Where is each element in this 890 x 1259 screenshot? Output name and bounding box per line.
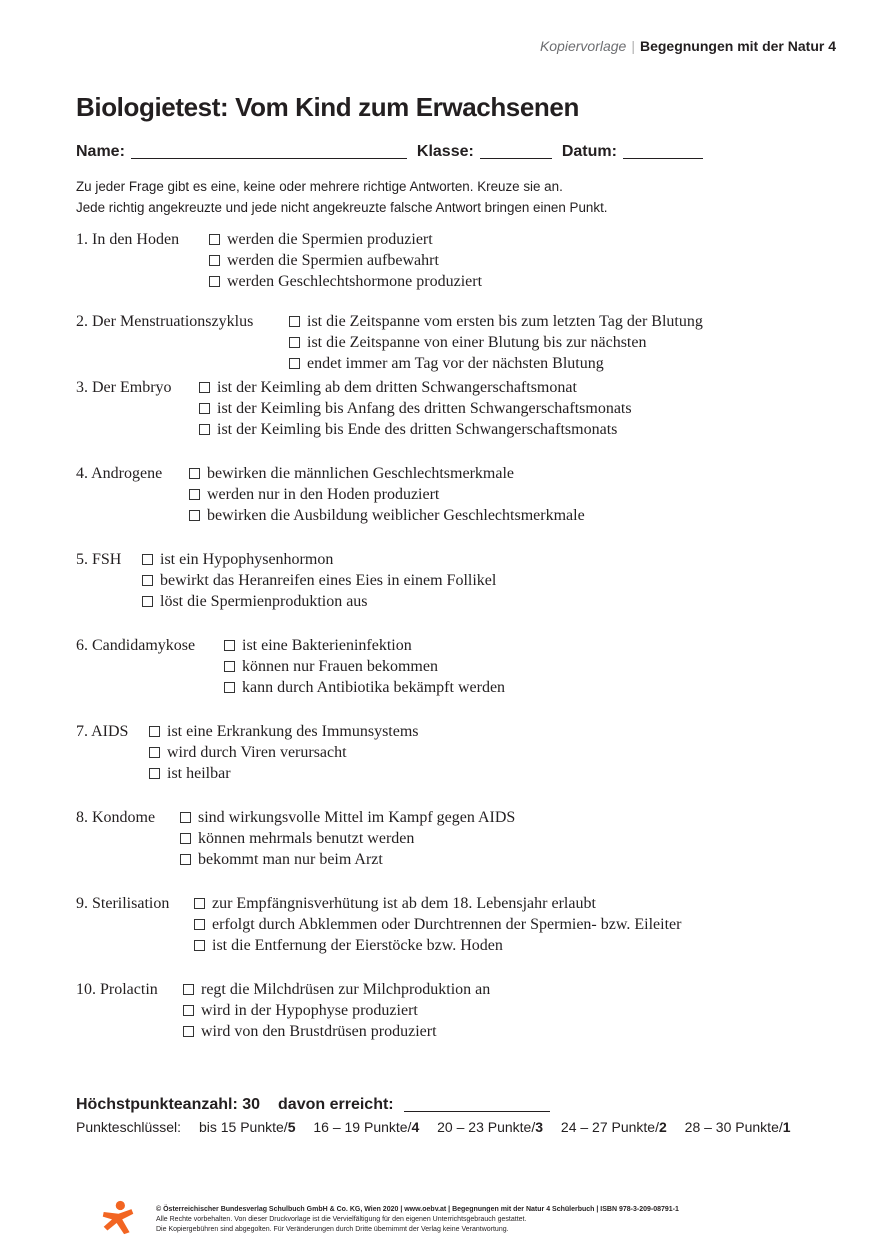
question-label: 4. Androgene	[76, 465, 163, 482]
answer-option[interactable]	[149, 742, 419, 763]
score-line	[76, 1096, 550, 1114]
checkbox-icon[interactable]	[224, 661, 235, 672]
question-3	[76, 377, 632, 440]
answer-option[interactable]	[189, 463, 585, 484]
question-label: 3. Der Embryo	[76, 379, 172, 396]
footer	[156, 1205, 679, 1235]
question-label: 7. AIDS	[76, 723, 129, 740]
answer-text: wird durch Viren verursacht	[167, 744, 347, 761]
question-label: 10. Prolactin	[76, 981, 158, 998]
page-header	[540, 38, 836, 54]
answer-text: erfolgt durch Abklemmen oder Durchtrennen der Spermien- bzw. Eileiter	[212, 916, 682, 933]
question-label: 9. Sterilisation	[76, 895, 170, 912]
klasse-label: Klasse:	[416, 143, 474, 160]
answer-text: bewirkt das Heranreifen eines Eies in einem Follikel	[160, 572, 497, 589]
checkbox-icon[interactable]	[289, 316, 300, 327]
answer-option[interactable]	[224, 656, 505, 677]
question-8	[76, 807, 515, 870]
checkbox-icon[interactable]	[224, 682, 235, 693]
instruction-line: Zu jeder Frage gibt es eine, keine oder mehrere richtige Antworten. Kreuze sie an.	[76, 179, 563, 194]
answer-text: ist die Zeitspanne vom ersten bis zum letzten Tag der Blutung	[307, 313, 703, 330]
answer-text: bewirken die männlichen Geschlechtsmerkmale	[207, 465, 514, 482]
footer-line: Alle Rechte vorbehalten. Von dieser Druckvorlage ist die Vervielfältigung für den eigenen Unterrichtsgebrauch gestattet.	[156, 1216, 527, 1223]
header-separator: |	[631, 38, 635, 54]
answer-option[interactable]	[289, 353, 703, 374]
answer-text: kann durch Antibiotika bekämpft werden	[242, 679, 506, 696]
answer-text: ist ein Hypophysenhormon	[160, 551, 334, 568]
checkbox-icon[interactable]	[142, 554, 153, 565]
answer-option[interactable]	[199, 398, 632, 419]
question-9	[76, 893, 681, 956]
checkbox-icon[interactable]	[209, 255, 220, 266]
answer-option[interactable]	[224, 635, 505, 656]
answer-options	[209, 229, 482, 292]
answer-text: ist die Entfernung der Eierstöcke bzw. Hoden	[212, 937, 503, 954]
answer-text: werden die Spermien produziert	[227, 231, 433, 248]
answer-option[interactable]	[183, 1021, 490, 1042]
checkbox-icon[interactable]	[199, 403, 210, 414]
kopiervorlage-label: Kopiervorlage	[539, 38, 627, 54]
answer-option[interactable]	[183, 979, 490, 1000]
key-item: 20 – 23 Punkte/3	[437, 1119, 544, 1135]
checkbox-icon[interactable]	[289, 358, 300, 369]
max-points-label: Höchstpunkteanzahl: 30	[76, 1096, 261, 1113]
answer-text: ist eine Erkrankung des Immunsystems	[167, 723, 419, 740]
page-title: Biologietest: Vom Kind zum Erwachsenen	[76, 92, 579, 122]
answer-option[interactable]	[289, 332, 703, 353]
answer-option[interactable]	[224, 677, 505, 698]
key-item: bis 15 Punkte/5	[198, 1119, 296, 1135]
checkbox-icon[interactable]	[149, 768, 160, 779]
answer-text: ist die Zeitspanne von einer Blutung bis zur nächsten	[307, 334, 647, 351]
checkbox-icon[interactable]	[180, 854, 191, 865]
checkbox-icon[interactable]	[142, 596, 153, 607]
answer-options	[142, 549, 496, 612]
checkbox-icon[interactable]	[289, 337, 300, 348]
answer-text: ist der Keimling bis Anfang des dritten Schwangerschaftsmonats	[217, 400, 632, 417]
checkbox-icon[interactable]	[189, 489, 200, 500]
checkbox-icon[interactable]	[180, 812, 191, 823]
answer-option[interactable]	[142, 591, 496, 612]
answer-text: bewirken die Ausbildung weiblicher Geschlechtsmerkmale	[207, 507, 585, 524]
checkbox-icon[interactable]	[183, 1005, 194, 1016]
answer-options	[224, 635, 505, 698]
checkbox-icon[interactable]	[209, 276, 220, 287]
answer-options	[189, 463, 585, 526]
answer-text: bekommt man nur beim Arzt	[198, 851, 383, 868]
question-10	[76, 979, 490, 1042]
answer-option[interactable]	[180, 828, 515, 849]
answer-text: werden nur in den Hoden produziert	[207, 486, 440, 503]
datum-field[interactable]	[623, 144, 703, 159]
answer-option[interactable]	[149, 721, 419, 742]
answer-option[interactable]	[183, 1000, 490, 1021]
answer-options	[199, 377, 632, 440]
question-5	[76, 549, 496, 612]
answer-option[interactable]	[194, 893, 681, 914]
achieved-label: davon erreicht:	[278, 1096, 394, 1113]
name-label: Name:	[76, 143, 125, 160]
book-title: Begegnungen mit der Natur 4	[639, 38, 836, 54]
answer-options	[183, 979, 490, 1042]
answer-option[interactable]	[209, 229, 482, 250]
checkbox-icon[interactable]	[142, 575, 153, 586]
key-label: Punkteschlüssel:	[76, 1119, 182, 1135]
question-6	[76, 635, 505, 698]
question-label: 1. In den Hoden	[76, 231, 180, 248]
question-4	[76, 463, 585, 526]
question-1	[76, 229, 482, 292]
checkbox-icon[interactable]	[224, 640, 235, 651]
answer-text: regt die Milchdrüsen zur Milchproduktion an	[201, 981, 491, 998]
name-field[interactable]	[131, 144, 407, 159]
footer-line: © Österreichischer Bundesverlag Schulbuch GmbH & Co. KG, Wien 2020 | www.oebv.at | Begegnungen mit der Natur 4 Schülerbuch | ISBN 978-3-209-08791-1	[156, 1206, 679, 1213]
answer-text: löst die Spermienproduktion aus	[160, 593, 368, 610]
answer-options	[149, 721, 419, 784]
checkbox-icon[interactable]	[199, 424, 210, 435]
answer-option[interactable]	[180, 849, 515, 870]
instructions	[76, 176, 608, 218]
checkbox-icon[interactable]	[199, 382, 210, 393]
question-2	[76, 311, 703, 374]
answer-option[interactable]	[149, 763, 419, 784]
answer-options	[194, 893, 681, 956]
answer-option[interactable]	[289, 311, 703, 332]
question-7	[76, 721, 419, 784]
answer-text: können mehrmals benutzt werden	[198, 830, 415, 847]
answer-options	[180, 807, 515, 870]
instruction-line: Jede richtig angekreuzte und jede nicht angekreuzte falsche Antwort bringen einen Punkt.	[76, 200, 608, 215]
answer-option[interactable]	[189, 505, 585, 526]
question-label: 2. Der Menstruationszyklus	[76, 313, 254, 330]
answer-option[interactable]	[142, 570, 496, 591]
answer-text: können nur Frauen bekommen	[242, 658, 438, 675]
answer-text: ist eine Bakterieninfektion	[242, 637, 412, 654]
datum-label: Datum:	[561, 143, 617, 160]
answer-text: werden die Spermien aufbewahrt	[227, 252, 439, 269]
answer-text: sind wirkungsvolle Mittel im Kampf gegen AIDS	[198, 809, 516, 826]
checkbox-icon[interactable]	[183, 984, 194, 995]
answer-text: zur Empfängnisverhütung ist ab dem 18. Lebensjahr erlaubt	[212, 895, 596, 912]
checkbox-icon[interactable]	[209, 234, 220, 245]
answer-text: ist der Keimling bis Ende des dritten Schwangerschaftsmonats	[217, 421, 618, 438]
answer-option[interactable]	[189, 484, 585, 505]
answer-text: werden Geschlechtshormone produziert	[227, 273, 483, 290]
checkbox-icon[interactable]	[149, 726, 160, 737]
grading-key	[76, 1119, 791, 1135]
question-label: 8. Kondome	[76, 809, 156, 826]
question-label: 6. Candidamykose	[76, 637, 196, 654]
checkbox-icon[interactable]	[180, 833, 191, 844]
answer-option[interactable]	[194, 914, 681, 935]
answer-option[interactable]	[199, 377, 632, 398]
answer-options	[289, 311, 703, 374]
key-item: 16 – 19 Punkte/4	[313, 1119, 420, 1135]
answer-option[interactable]	[209, 250, 482, 271]
answer-text: wird von den Brustdrüsen produziert	[201, 1023, 437, 1040]
checkbox-icon[interactable]	[183, 1026, 194, 1037]
checkbox-icon[interactable]	[194, 919, 205, 930]
checkbox-icon[interactable]	[189, 510, 200, 521]
checkbox-icon[interactable]	[194, 898, 205, 909]
publisher-logo-icon	[100, 1199, 137, 1236]
answer-option[interactable]	[194, 935, 681, 956]
achieved-field[interactable]	[404, 1097, 550, 1112]
answer-option[interactable]	[199, 419, 632, 440]
checkbox-icon[interactable]	[149, 747, 160, 758]
answer-text: ist heilbar	[167, 765, 231, 782]
footer-line: Die Kopiergebühren sind abgegolten. Für Veränderungen durch Dritte übernimmt der Verlag keine Verantwortung.	[156, 1226, 509, 1233]
answer-text: ist der Keimling ab dem dritten Schwangerschaftsmonat	[217, 379, 577, 396]
checkbox-icon[interactable]	[194, 940, 205, 951]
answer-text: endet immer am Tag vor der nächsten Blutung	[307, 355, 604, 372]
key-item: 24 – 27 Punkte/2	[560, 1119, 667, 1135]
klasse-field[interactable]	[480, 144, 552, 159]
student-fields	[76, 143, 703, 161]
checkbox-icon[interactable]	[189, 468, 200, 479]
answer-text: wird in der Hypophyse produziert	[201, 1002, 418, 1019]
answer-option[interactable]	[209, 271, 482, 292]
answer-option[interactable]	[142, 549, 496, 570]
question-label: 5. FSH	[76, 551, 122, 568]
answer-option[interactable]	[180, 807, 515, 828]
key-item: 28 – 30 Punkte/1	[684, 1119, 791, 1135]
